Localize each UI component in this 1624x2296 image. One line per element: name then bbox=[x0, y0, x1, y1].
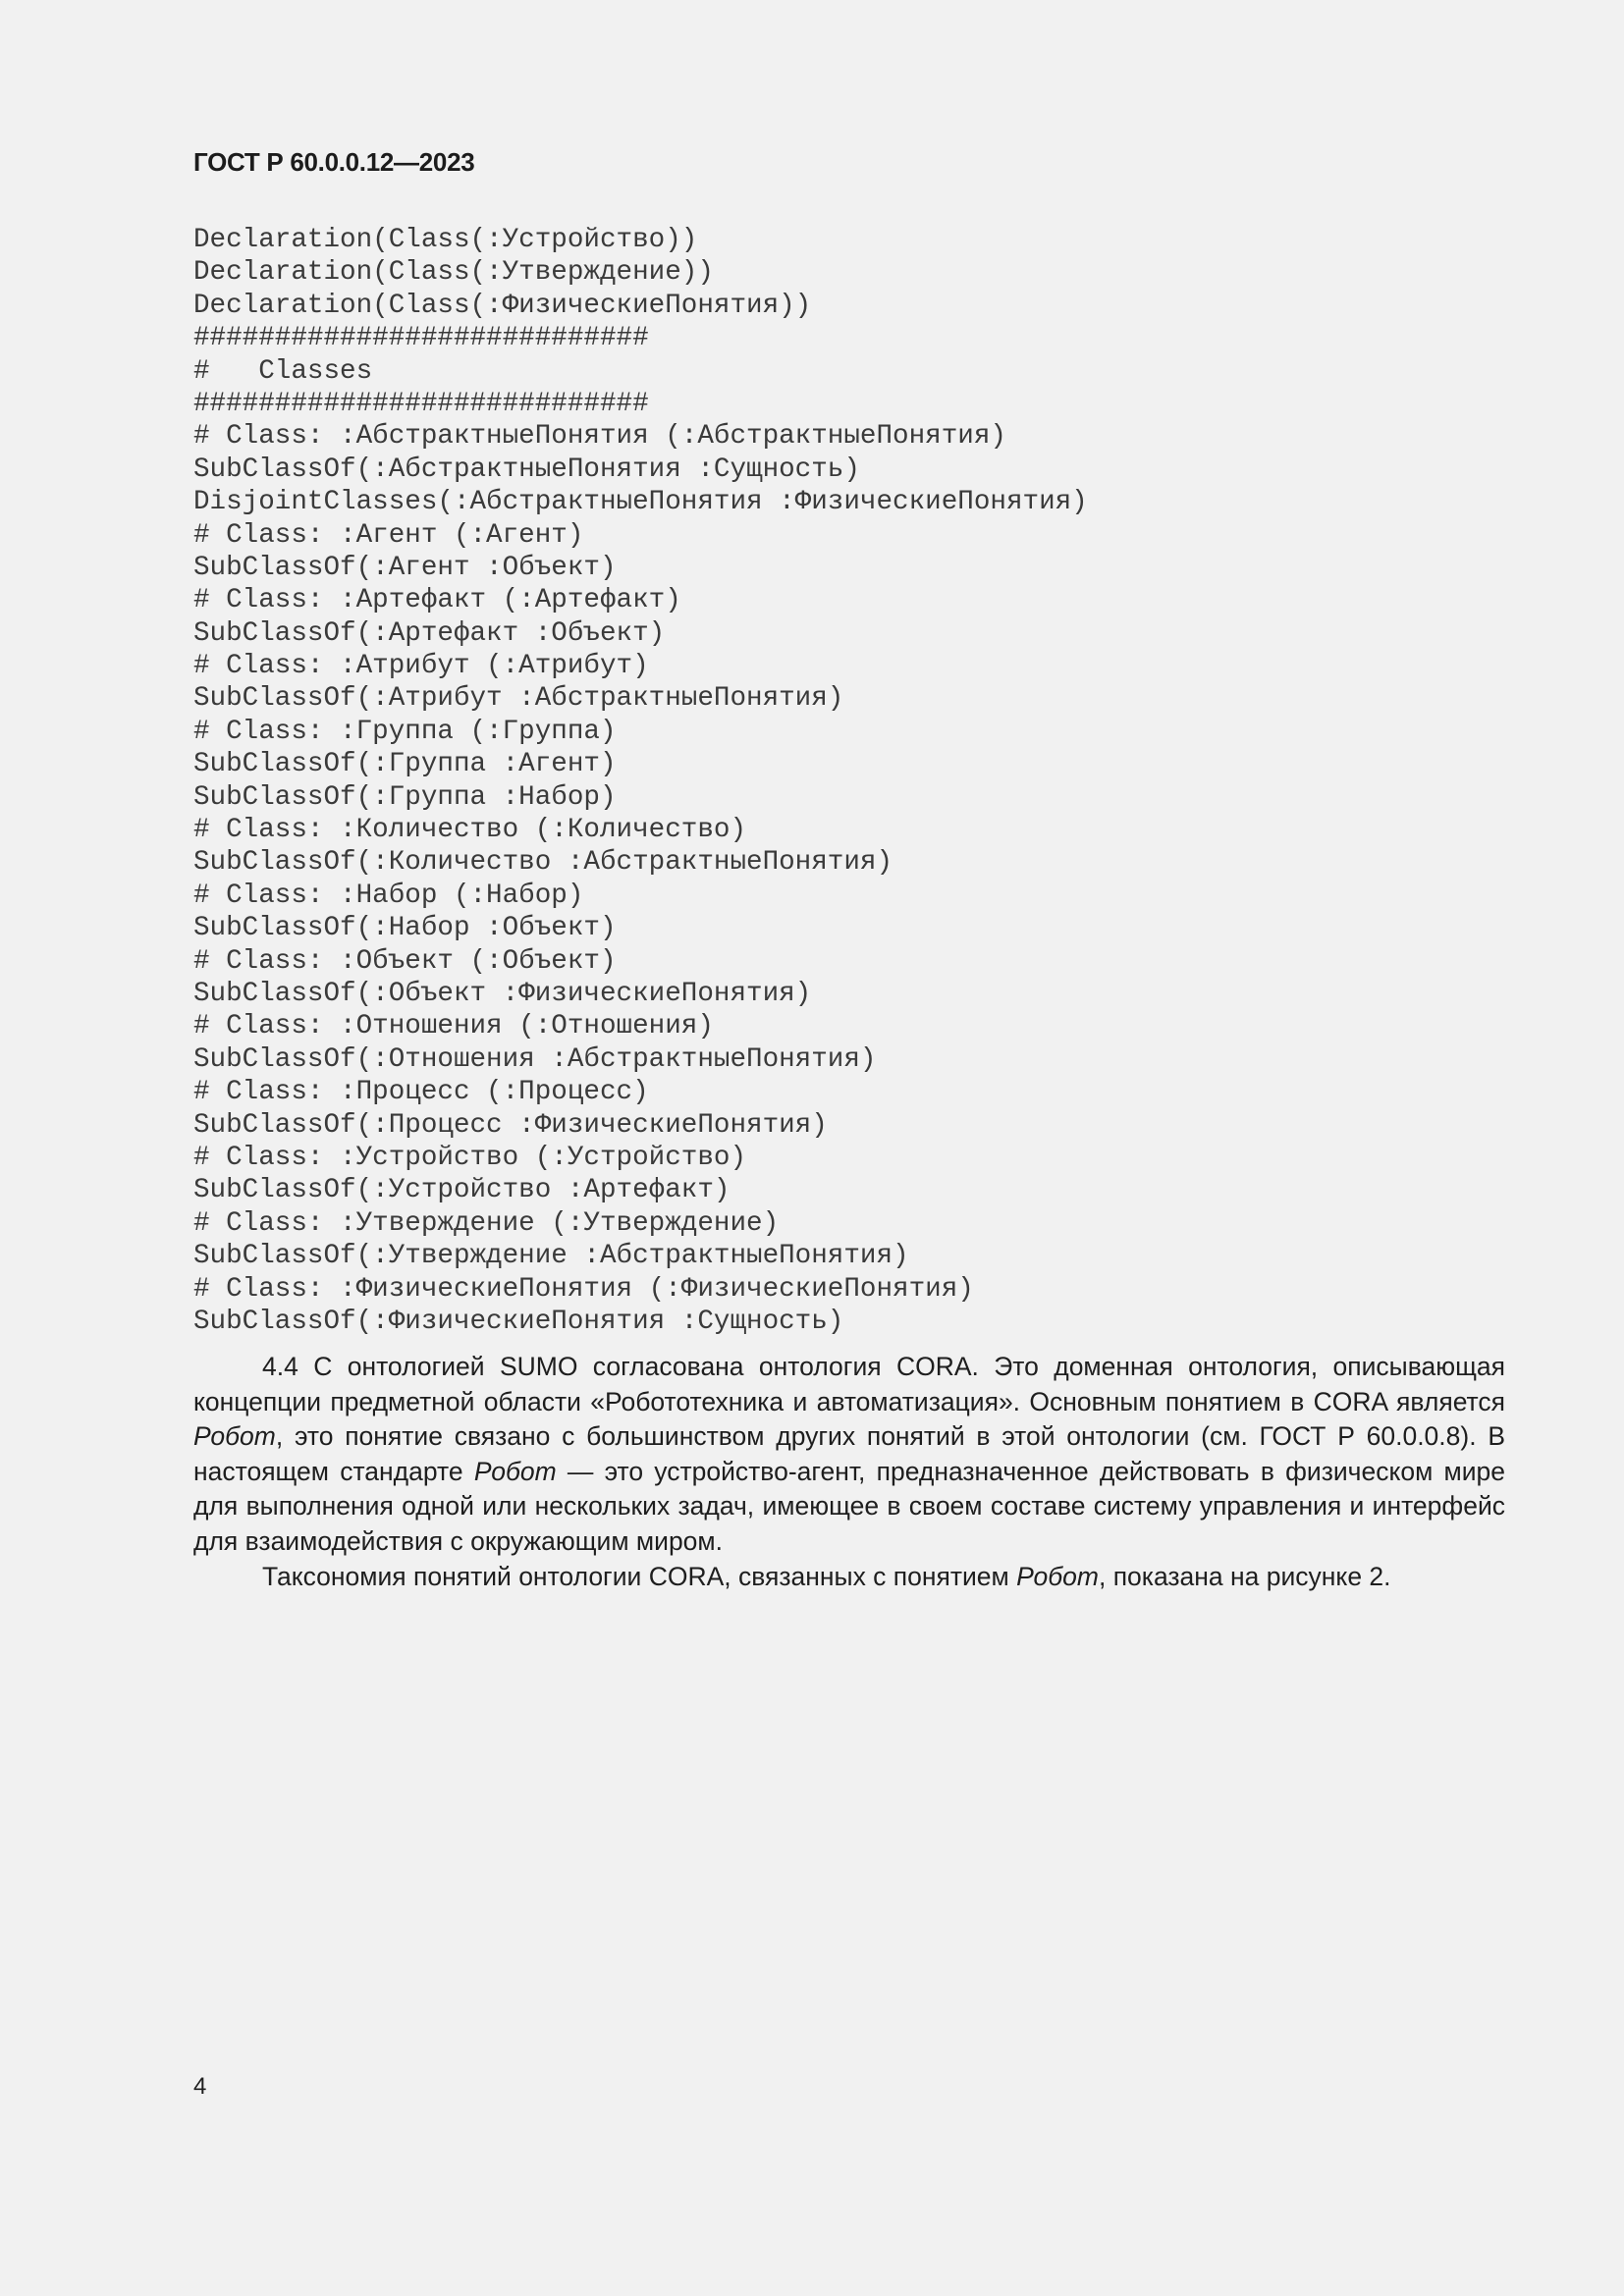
body-text bbox=[193, 1350, 1505, 1594]
code-line: SubClassOf(:Группа :Набор) bbox=[193, 781, 617, 813]
paragraph-text: , это понятие связано с большинством других понятий в этой онтологии (см. ГОСТ Р 60.0.0.8). В настоящем стандарте bbox=[193, 1421, 1505, 1486]
code-line: # Class: :Объект (:Объект) bbox=[193, 945, 617, 977]
code-line: # Class: :Утверждение (:Утверждение) bbox=[193, 1207, 780, 1239]
code-line: # Class: :Процесс (:Процесс) bbox=[193, 1077, 649, 1108]
code-line: # Class: :ФизическиеПонятия (:ФизическиеПонятия) bbox=[193, 1273, 974, 1305]
code-line: # Class: :Количество (:Количество) bbox=[193, 815, 747, 846]
code-line: # Class: :Отношения (:Отношения) bbox=[193, 1011, 714, 1042]
code-line: SubClassOf(:Группа :Агент) bbox=[193, 749, 617, 780]
code-line: # Class: :Артефакт (:Артефакт) bbox=[193, 585, 681, 616]
code-line: # Class: :АбстрактныеПонятия (:АбстрактныеПонятия) bbox=[193, 421, 1006, 453]
italic-term: Робот bbox=[473, 1456, 557, 1486]
code-line: Declaration(Class(:ФизическиеПонятия)) bbox=[193, 290, 812, 321]
code-line: DisjointClasses(:АбстрактныеПонятия :ФизическиеПонятия) bbox=[193, 487, 1088, 518]
code-line: ############################ bbox=[193, 323, 649, 354]
paragraph-text: 4.4 С онтологией SUMO согласована онтология CORA. Это доменная онтология, описывающая концепции предметной области «Робототехника и автоматизация». Основным понятием в CORA является bbox=[193, 1352, 1505, 1416]
paragraph-4-4 bbox=[193, 1350, 1505, 1560]
owl-code-block bbox=[193, 224, 1088, 1338]
code-line: SubClassOf(:Утверждение :АбстрактныеПонятия) bbox=[193, 1241, 909, 1272]
code-line: SubClassOf(:Агент :Объект) bbox=[193, 552, 617, 583]
code-line: SubClassOf(:Процесс :ФизическиеПонятия) bbox=[193, 1109, 828, 1141]
code-line: SubClassOf(:ФизическиеПонятия :Сущность) bbox=[193, 1306, 844, 1337]
code-line: SubClassOf(:Артефакт :Объект) bbox=[193, 617, 666, 649]
code-line: SubClassOf(:Отношения :АбстрактныеПонятия) bbox=[193, 1043, 877, 1075]
document-header: ГОСТ Р 60.0.0.12—2023 bbox=[193, 147, 475, 177]
italic-term: Робот bbox=[193, 1421, 276, 1452]
code-line: SubClassOf(:Объект :ФизическиеПонятия) bbox=[193, 978, 812, 1009]
code-line: SubClassOf(:АбстрактныеПонятия :Сущность) bbox=[193, 454, 860, 485]
code-line: SubClassOf(:Атрибут :АбстрактныеПонятия) bbox=[193, 683, 844, 715]
code-line: ############################ bbox=[193, 388, 649, 419]
code-line: SubClassOf(:Устройство :Артефакт) bbox=[193, 1175, 731, 1206]
code-line: # Class: :Устройство (:Устройство) bbox=[193, 1142, 747, 1173]
paragraph-taxonomy bbox=[193, 1560, 1505, 1595]
italic-term: Робот bbox=[1016, 1561, 1099, 1591]
code-line: # Class: :Агент (:Агент) bbox=[193, 519, 584, 551]
code-line: # Class: :Группа (:Группа) bbox=[193, 716, 617, 747]
page-number: 4 bbox=[193, 2073, 207, 2100]
paragraph-text: Таксономия понятий онтологии CORA, связанных с понятием bbox=[262, 1561, 1017, 1591]
code-line: SubClassOf(:Количество :АбстрактныеПонятия) bbox=[193, 847, 893, 879]
code-line: Declaration(Class(:Устройство)) bbox=[193, 225, 698, 255]
paragraph-text: — это устройство-агент, предназначенное действовать в физическом мире для выполнения одной или нескольких задач, имеющее в своем составе систему управления и интерфейс для взаимодействия с окружающим миром. bbox=[193, 1456, 1505, 1556]
code-line: Declaration(Class(:Утверждение)) bbox=[193, 257, 714, 289]
code-line: # Classes bbox=[193, 355, 373, 387]
code-line: # Class: :Атрибут (:Атрибут) bbox=[193, 651, 649, 682]
code-line: # Class: :Набор (:Набор) bbox=[193, 880, 584, 911]
code-line: SubClassOf(:Набор :Объект) bbox=[193, 913, 617, 944]
paragraph-text: , показана на рисунке 2. bbox=[1098, 1561, 1391, 1591]
